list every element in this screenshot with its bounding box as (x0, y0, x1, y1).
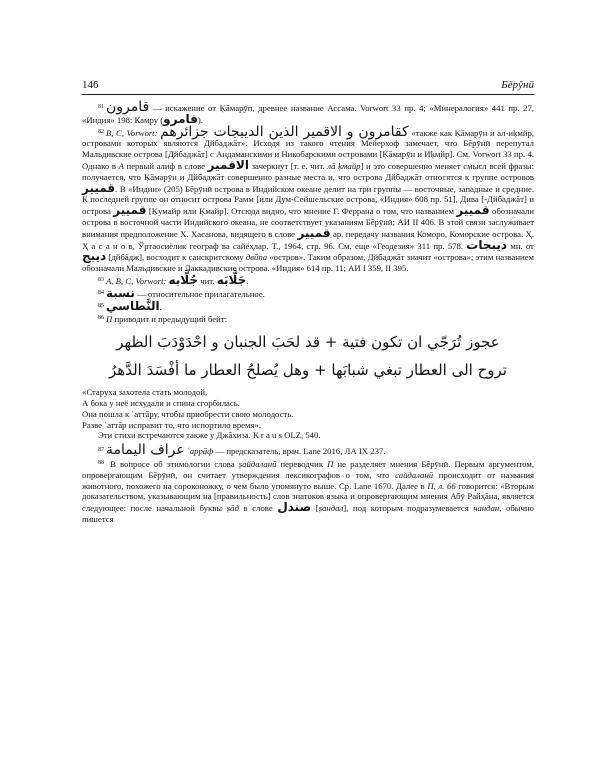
footnote-text: говорится: «Вторым доказательством, указывающим на [правильность] слов знатоков языка и опровергающим мнения Абӯ Райҳāна, является следующее: после начальной буквы (82, 480, 535, 514)
footnote-text: , обычно пишется (82, 503, 534, 524)
footnote-81 (82, 99, 534, 126)
manuscript-sigla: A, B, C, Vorwort: (106, 275, 169, 286)
footnote-text: [Ķумайр или Ķмайр]. Отсюда видно, что мнение Г. Феррана о том, что названием (146, 206, 457, 217)
footnote-number: 82 (98, 128, 104, 135)
footnote-text: зачеркнут [т. е. чит. (248, 160, 328, 171)
arabic-term: قامرون (106, 99, 150, 115)
manuscript-reference: П, л. 66 (427, 480, 456, 491)
footnote-text: чит. (198, 275, 217, 286)
footnote-number: 81 (98, 104, 104, 110)
arabic-term: صندل (277, 500, 312, 515)
manuscript-sigla: П (106, 314, 113, 325)
arabic-term: قميير (82, 180, 116, 195)
translation-line: А бока у неё исхудали и спина сгорбилась. (82, 397, 240, 408)
page-number: 146 (82, 79, 99, 91)
arabic-term: نسبة (106, 285, 135, 300)
running-title: Бēрӯнӣ (501, 79, 534, 91)
arabic-term: جُلَّابه (168, 272, 199, 287)
arabic-verse-line-2: تروح الى العطار تبغي شبابَها + وهل يُصلحُ العطار ما أفْسَدَ الدَّهرُ (109, 361, 507, 380)
manuscript-sigla: П (327, 458, 334, 469)
transliteration: двӣпа (245, 252, 268, 263)
footnote-text: . (159, 301, 162, 312)
transliteration: ṣандал (318, 503, 344, 514)
footnote-text: не разделяет мнения Бēрӯнӣ. Первым аргументом, опровергающим Бēрӯнӣ, он считает утверждения лексикографов о том, что (82, 458, 534, 480)
arabic-term: ديبجات (466, 237, 508, 252)
footnote-text: «также как Ķāмарӯн и ал-иķмйр, островами которых являются Дйбаджāт». Исходя из такого чтения Мейерхоф замечает, что Бēрӯнӣ перепутал Мальдивские острова [Дйбаджāт] с Андаманскими и Никобарскими островами [Ķāмарӯн и Иķмйр]. См. Vorwort 33 пр. 4. Однако в (82, 127, 534, 171)
footnote-text: приводит и предыдущий бейт: (112, 314, 228, 325)
footnote-text: . В «Индии» (205) Бēрӯнӣ острова в Индийском океане делит на три группы — восточные, западные и средние. К последней группе он относит острова Рамм [или Дум-Сейшельские острова, «Индия» 608 пр. 51], Дива [-Дйбаджāт] и острова (82, 183, 534, 217)
arabic-term: قميير (113, 203, 147, 218)
footnote-text: — относительное прилагательное. (134, 288, 265, 299)
footnote-text: — искажение от Ķāмарӯп, древнее название Ассама. Vorwort 33 пр. 4; «Минералогия» 441 пр. 27, «Индия» 198: Камру ( (82, 103, 534, 125)
footnote-text: обозначали острова в восточной части Индийского океана, не соответствует указаниям Бēрӯнӣ; АИ II 406. В этой связи заслуживает внимания предположение Х. Хасанова, видящего в слове (82, 206, 535, 239)
transliteration: ṣāд (226, 503, 239, 514)
footnote-text: ар. передачу названия Коморо, Коморские острова. Ҳ. Ҳ а с а н о в, Ўртаосиёлик географ ва сайёҳлар. Т., 1964, стр. 96. См. еще «Геодезия» 311 пр. 578. (82, 228, 534, 251)
arabic-term: عراف اليمامة (106, 442, 185, 459)
footnote-85 (82, 298, 534, 313)
header-rule (82, 94, 534, 95)
footnote-text: происходит от названия животного, похожего на сороконожку, о чем было упомянуто выше. Ср. Lane 1670. Далее в (82, 469, 534, 491)
arabic-verse-line-1: عجوز تُرَجّي ان تكون فتية + قد لحَبَ الجنبان و احْدَوْدَبَ الظهر (116, 333, 500, 352)
footnotes-body (82, 99, 535, 526)
translation-line: «Старуха захотела стать молодой, (82, 387, 208, 398)
manuscript-sigla: B, C, Vorwort: (106, 127, 161, 138)
footnote-88 (82, 458, 534, 525)
arabic-term: قميير (297, 225, 331, 240)
footnote-86 (82, 313, 534, 325)
footnote-text: ). (197, 114, 203, 125)
transliteration: ʿаррāф (186, 446, 214, 457)
footnote-82 (82, 123, 535, 274)
arabic-term: ديبج (82, 249, 107, 264)
translation-line: Разве ʿаттāр исправит то, что испортило время». (82, 419, 262, 430)
transliteration: лā ķмайр (327, 160, 361, 171)
transliteration: чандан (473, 503, 500, 514)
footnote-number: 84 (98, 289, 104, 296)
transliteration: ṣайдаланӣ (238, 458, 277, 469)
arabic-term: الاقمير (207, 157, 249, 172)
footnote-number: 86 (98, 315, 104, 322)
manuscript-sigla: A (118, 160, 124, 171)
page-header (82, 79, 534, 93)
footnote-number: 88 (98, 459, 104, 466)
footnote-text: — предсказатель, врач. Lane 2016, ЛА IX 237. (213, 446, 386, 457)
footnote-number: 85 (98, 302, 104, 309)
translation-line: Она пошла к ʿаттāру, чтобы приобрести свою молодость. (82, 408, 294, 419)
arabic-term: جَلَّابَه (216, 272, 247, 287)
footnote-text: в слове (238, 503, 278, 514)
footnote-text: ] и это совершенно меняет смысл всей фразы: получается, что Ķāмарӯн и Дйбаджāт совершенно разные места и, что острова Дйбаджāт относятся к группе островов (82, 160, 535, 182)
footnote-text: [ (311, 503, 319, 514)
footnote-text: «остров». Таким образом, Дйбаджāт значит «острова»; этим названием обозначали Мальдивские и Лаккадивские острова. «Индия» 614 пр. 11; АИ I 359, II 395. (82, 252, 535, 274)
arabic-term: قامرو (163, 111, 198, 126)
verse-translation (82, 387, 534, 441)
footnote-text: . (246, 275, 249, 286)
footnote-text: [дйбāдж], восходит к санскритскому (106, 252, 246, 263)
footnote-text: В вопросе об этимологии слова (106, 458, 239, 469)
footnote-text: первый алиф в слове (123, 160, 208, 171)
footnote-87 (82, 442, 534, 459)
translation-source: Эти стихи встречаются также у Джāхиза. К r a u s OLZ, 540. (98, 430, 321, 441)
footnote-number: 87 (98, 447, 104, 454)
footnote-text: переводчик (276, 458, 328, 469)
footnote-number: 83 (98, 276, 104, 283)
footnote-text: мн. от (507, 240, 534, 251)
arabic-term: قميير (456, 203, 490, 218)
arabic-term: النَّطاسي (106, 298, 160, 313)
transliteration: сайдаланӣ (395, 469, 434, 480)
arabic-phrase: كقامرون و الاقمير الذين الديبجات جزائرهم (160, 123, 409, 140)
footnote-text: ], под которым подразумевается (343, 503, 474, 514)
footnote-83 (82, 272, 534, 287)
